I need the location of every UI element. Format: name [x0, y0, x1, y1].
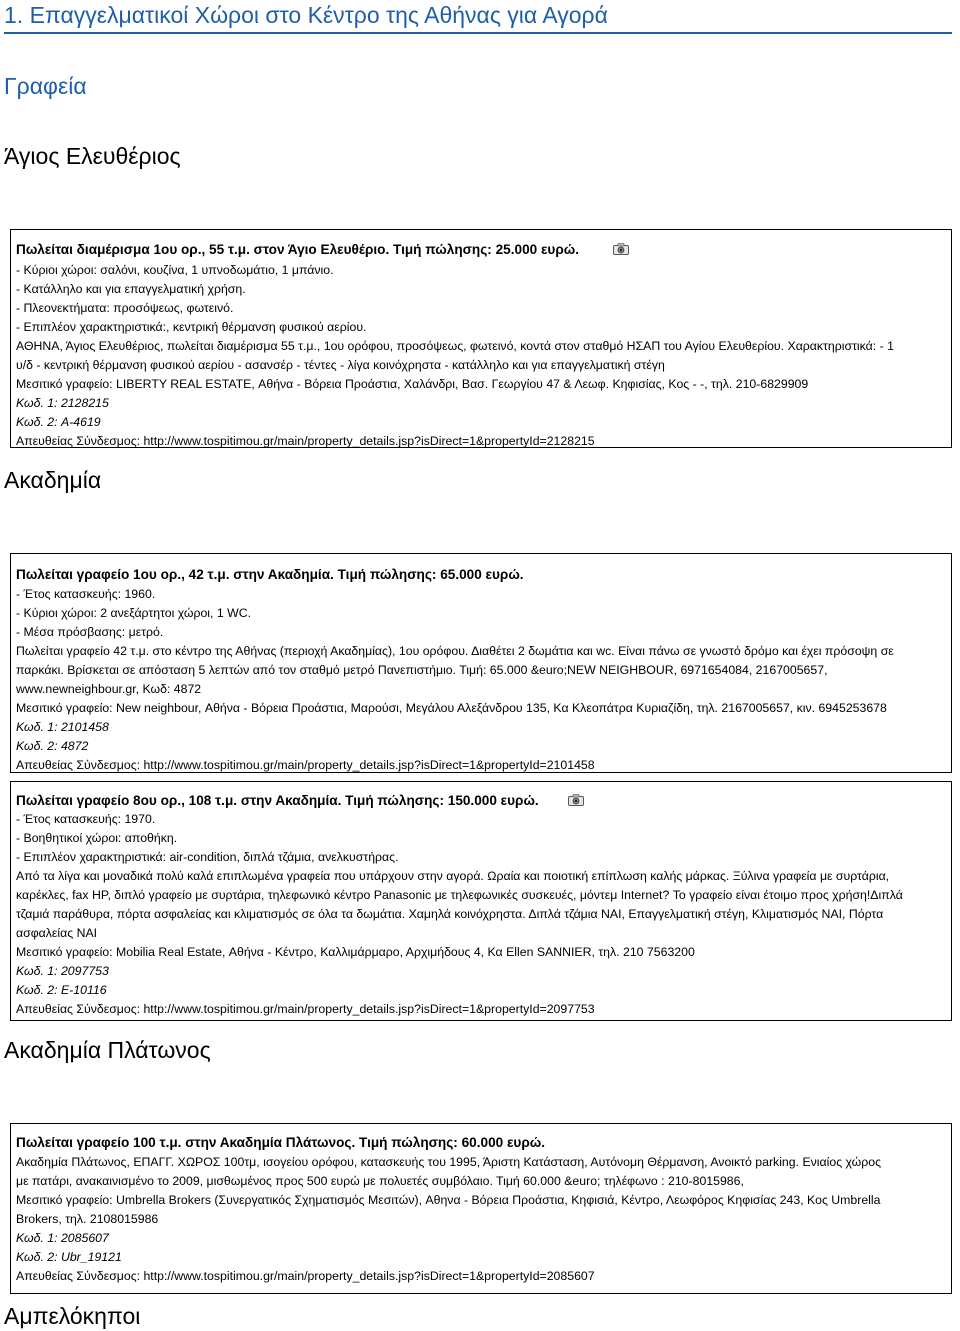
- listing-line: υ/δ - κεντρική θέρμανση φυσικού αερίου - ασανσέρ - τέντες - λίγα κοινόχρηστα - κατάλληλο και για επαγγελματική στέγη: [16, 358, 665, 372]
- agency-line: Μεσιτικό γραφείο: LIBERTY REAL ESTATE, Αθήνα - Βόρεια Προάστια, Χαλάνδρι, Βασ. Γεωργίου 47 & Λεωφ. Κηφισίας, Κος - -, τηλ. 210-6829909: [16, 377, 809, 391]
- listing-line: τζαμιά παράθυρα, πόρτα ασφαλείας και κλιματισμός σε όλα τα δωμάτια. Χαμηλά κοινόχρηστα. Διπλά τζάμια ΝΑΙ, Επαγγελματική στέγη, Κλιματισμός ΝΑΙ, Πόρτα: [16, 907, 884, 921]
- listing-line: www.newneighbour.gr, Κωδ: 4872: [16, 682, 202, 696]
- code-2: Κωδ. 2: A-4619: [16, 415, 101, 429]
- direct-link[interactable]: Απευθείας Σύνδεσμος: http://www.tospitimou.gr/main/property_details.jsp?isDirect=1&propertyId=2128215: [16, 434, 595, 448]
- direct-link[interactable]: Απευθείας Σύνδεσμος: http://www.tospitimou.gr/main/property_details.jsp?isDirect=1&propertyId=2101458: [16, 758, 595, 772]
- listing-title: Πωλείται γραφείο 8ου ορ., 108 τ.μ. στην Ακαδημία. Τιμή πώλησης: 150.000 ευρώ.: [16, 793, 539, 808]
- area-heading: Αμπελόκηποι: [4, 1303, 141, 1329]
- listing-line: - Επιπλέον χαρακτηριστικά:, κεντρική θέρμανση φυσικού αερίου.: [16, 320, 367, 334]
- listing-line: - Επιπλέον χαρακτηριστικά: air-condition, διπλά τζάμια, ανελκυστήρας.: [16, 850, 399, 864]
- agency-line: Brokers, τηλ. 2108015986: [16, 1212, 159, 1226]
- listing-title: Πωλείται διαμέρισμα 1ου ορ., 55 τ.μ. στον Άγιο Ελευθέριο. Τιμή πώλησης: 25.000 ευρώ.: [16, 242, 579, 257]
- listing-line: - Έτος κατασκευής: 1970.: [16, 812, 156, 826]
- listing-line: - Πλεονεκτήματα: προσόψεως, φωτεινό.: [16, 301, 234, 315]
- area-heading: Ακαδημία Πλάτωνος: [4, 1037, 211, 1063]
- code-2: Κωδ. 2: Ubr_19121: [16, 1250, 122, 1264]
- code-1: Κωδ. 1: 2101458: [16, 720, 109, 734]
- code-2: Κωδ. 2: E-10116: [16, 983, 107, 997]
- direct-link[interactable]: Απευθείας Σύνδεσμος: http://www.tospitimou.gr/main/property_details.jsp?isDirect=1&propertyId=2097753: [16, 1002, 595, 1016]
- listing-line: Από τα λίγα και μοναδικά πολύ καλά επιπλωμένα γραφεία που υπάρχουν στην αγορά. Ωραία και ποιοτική επίπλωση καλής μάρκας. Ξύλινα γραφεία με συρτάρια,: [16, 869, 890, 883]
- code-1: Κωδ. 1: 2085607: [16, 1231, 109, 1245]
- direct-link[interactable]: Απευθείας Σύνδεσμος: http://www.tospitimou.gr/main/property_details.jsp?isDirect=1&propertyId=2085607: [16, 1269, 595, 1283]
- code-1: Κωδ. 1: 2128215: [16, 396, 109, 410]
- agency-line: Μεσιτικό γραφείο: Mobilia Real Estate, Αθήνα - Κέντρο, Καλλιμάρμαρο, Αρχιμήδους 4, Κα Ellen SANNIER, τηλ. 210 7563200: [16, 945, 695, 959]
- listing-title: Πωλείται γραφείο 100 τ.μ. στην Ακαδημία Πλάτωνος. Τιμή πώλησης: 60.000 ευρώ.: [16, 1135, 545, 1150]
- listing-card: [10, 781, 952, 1021]
- listing-card: [10, 553, 952, 773]
- listing-card: [10, 1123, 952, 1294]
- listing-line: ΑΘΗΝΑ, Άγιος Ελευθέριος, πωλείται διαμέρισμα 55 τ.μ., 1ου ορόφου, προσόψεως, φωτεινό, κοντά στον σταθμό ΗΣΑΠ του Αγίου Ελευθερίου. Χαρακτηριστικά: - 1: [16, 339, 894, 353]
- listing-line: με πατάρι, ανακαινισμένο το 2009, μισθωμένος προς 500 ευρώ με πολυετές συμβόλαιο. Τιμή 60.000 &euro; τηλέφωνο : 210-8015986,: [16, 1174, 744, 1188]
- page-title: 1. Επαγγελματικοί Χώροι στο Κέντρο της Αθήνας για Αγορά: [4, 0, 952, 34]
- listing-line: - Κύριοι χώροι: σαλόνι, κουζίνα, 1 υπνοδωμάτιο, 1 μπάνιο.: [16, 263, 334, 277]
- listing-line: Ακαδημία Πλάτωνος, ΕΠΑΓΓ. ΧΩΡΟΣ 100τμ, ισογείου ορόφου, κατασκευής του 1995, Άριστη Κατάσταση, Αυτόνομη Θέρμανση, Ανοικτό parking. Ενιαίος χώρος: [16, 1155, 882, 1169]
- category-heading: Γραφεία: [4, 73, 87, 99]
- camera-icon[interactable]: [613, 243, 629, 255]
- listing-line: - Κύριοι χώροι: 2 ανεξάρτητοι χώροι, 1 WC.: [16, 606, 252, 620]
- listing-line: καρέκλες, fax HP, διπλό γραφείο με συρτάρια, τηλεφωνικό κέντρο Panasonic με τηλεφωνικές συσκευές, μόντεμ Internet? Το γραφείο είναι έτοιμο προς χρήση!Διπλά: [16, 888, 903, 902]
- code-2: Κωδ. 2: 4872: [16, 739, 89, 753]
- listing-line: ασφαλείας ΝΑΙ: [16, 926, 98, 940]
- area-heading: Άγιος Ελευθέριος: [4, 143, 181, 169]
- listing-line: - Μέσα πρόσβασης: μετρό.: [16, 625, 164, 639]
- listing-line: Πωλείται γραφείο 42 τ.μ. στο κέντρο της Αθήνας (περιοχή Ακαδημίας), 1ου ορόφου. Διαθέτει 2 δωμάτια και wc. Είναι πάνω σε γνωστό δρόμο και έχει πρόσοψη σε: [16, 644, 894, 658]
- listing-card: [10, 229, 952, 448]
- listing-line: - Έτος κατασκευής: 1960.: [16, 587, 156, 601]
- listing-line: - Κατάλληλο και για επαγγελματική χρήση.: [16, 282, 246, 296]
- listing-title: Πωλείται γραφείο 1ου ορ., 42 τ.μ. στην Ακαδημία. Τιμή πώλησης: 65.000 ευρώ.: [16, 567, 524, 582]
- code-1: Κωδ. 1: 2097753: [16, 964, 109, 978]
- camera-icon[interactable]: [568, 794, 584, 806]
- listing-line: παρκάκι. Βρίσκεται σε απόσταση 5 λεπτών από τον σταθμό μετρό Πανεπιστήμιο. Τιμή: 65.000 &euro;NEW NEIGHBOUR, 6971654084, 2167005657,: [16, 663, 828, 677]
- agency-line: Μεσιτικό γραφείο: New neighbour, Αθήνα - Βόρεια Προάστια, Μαρούσι, Μεγάλου Αλεξάνδρου 135, Κα Κλεοπάτρα Κυριαζίδη, τηλ. 2167005657, κιν. 6945253678: [16, 701, 887, 715]
- listing-line: - Βοηθητικοί χώροι: αποθήκη.: [16, 831, 178, 845]
- agency-line: Μεσιτικό γραφείο: Umbrella Brokers (Συνεργατικός Σχηματισμός Μεσιτών), Αθηνα - Βόρεια Προάστια, Κηφισιά, Κέντρο, Λεωφόρος Κηφισίας 243, Κος Umbrella: [16, 1193, 881, 1207]
- area-heading: Ακαδημία: [4, 467, 102, 493]
